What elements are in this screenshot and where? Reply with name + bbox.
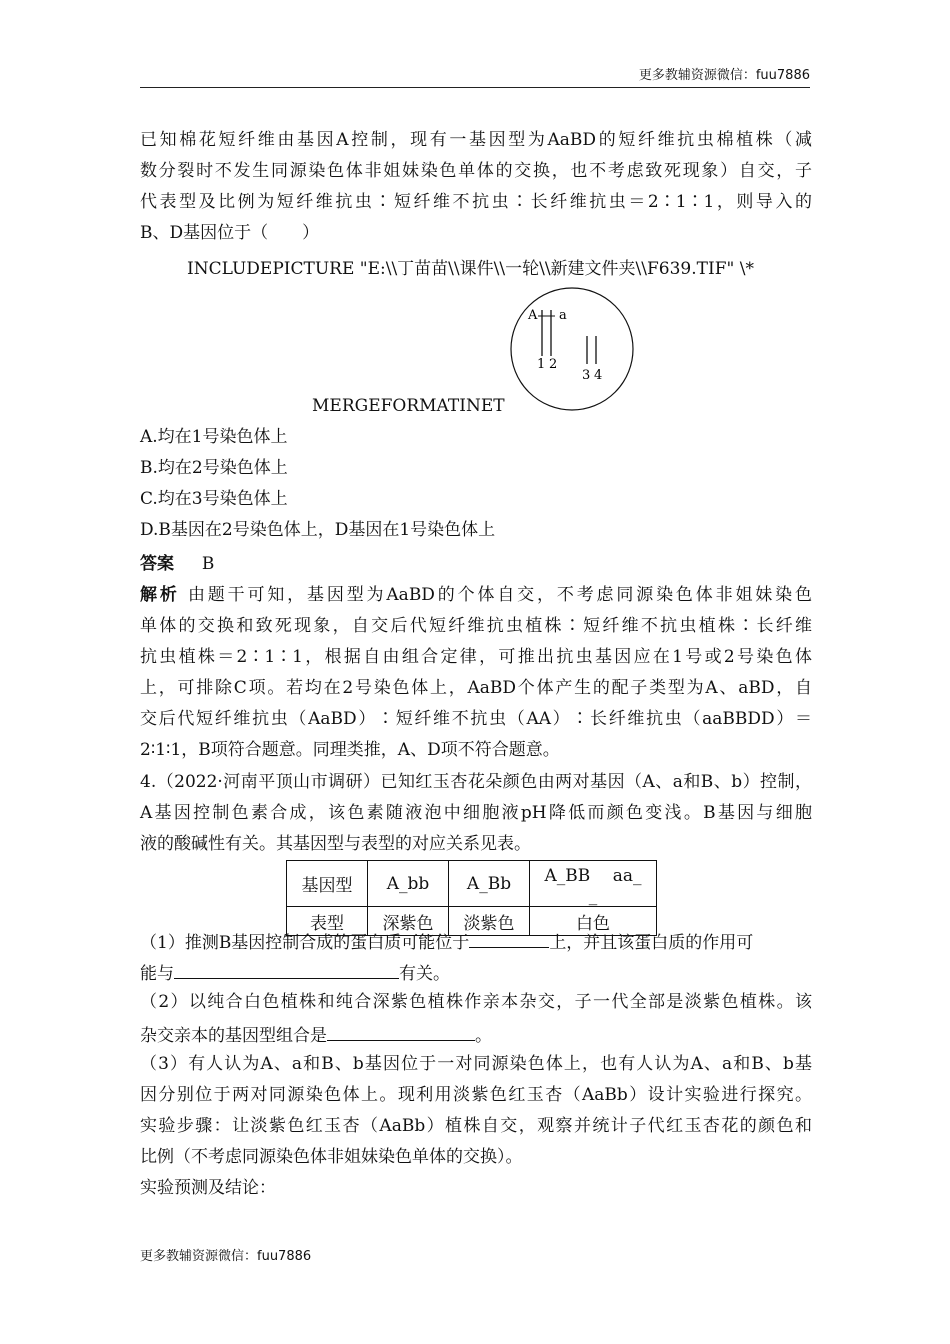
page-header: [140, 64, 810, 88]
table-cell: 淡紫色: [449, 907, 530, 936]
table-cell: A_bb: [368, 861, 449, 907]
intro-line: B、D基因位于（ ）: [140, 223, 320, 243]
chromosome-label-3: 3: [582, 368, 591, 383]
answer-value: B: [201, 554, 215, 574]
analysis-first: 由题干可知，基因型为AaBD的个体自交，不考虑同源染色体非姐妹染色: [187, 585, 812, 605]
intro-line: 数分裂时不发生同源染色体非姐妹染色单体的交换，也不考虑致死现象）自交，子: [140, 161, 812, 181]
q4-line: 液的酸碱性有关。其基因型与表型的对应关系见表。: [140, 834, 531, 854]
table-cell: A_BB aa_ _: [530, 861, 657, 907]
genotype-phenotype-table: [286, 860, 657, 936]
q4-line: 4.（2022·河南平顶山市调研）已知红玉杏花朵颜色由两对基因（A、a和B、b）控制，: [140, 772, 812, 792]
option-b: B.均在2号染色体上: [140, 458, 288, 478]
subq-3-line: （3）有人认为A、a和B、b基因位于一对同源染色体上，也有人认为A、a和B、b基: [140, 1054, 812, 1074]
chromosome-label-1: 1: [537, 357, 546, 372]
intro-line: 代表型及比例为短纤维抗虫∶短纤维不抗虫∶长纤维抗虫＝2∶1∶1，则导入的: [140, 192, 812, 212]
subq-text: 。: [475, 1026, 492, 1046]
intro-line: 已知棉花短纤维由基因A控制，现有一基因型为AaBD的短纤维抗虫棉植株（减: [140, 130, 812, 150]
subq-text: 杂交亲本的基因型组合是: [140, 1026, 327, 1046]
table-cell: A_Bb: [449, 861, 530, 907]
page-footer: 更多教辅资源微信：fuu7886: [140, 1249, 312, 1264]
analysis-line: 单体的交换和致死现象，自交后代短纤维抗虫植株∶短纤维不抗虫植株∶长纤维: [140, 616, 812, 636]
subq-text: 上，并且该蛋白质的作用可: [549, 933, 754, 953]
field-code-includepicture: INCLUDEPICTURE "E:\\丁苗苗\\课件\\一轮\\新建文件夹\\F639.TIF" \*: [187, 259, 754, 279]
table-cell: 白色: [530, 907, 657, 936]
option-a: A.均在1号染色体上: [140, 427, 288, 447]
analysis-line: [140, 585, 812, 605]
analysis-label: 解析: [140, 585, 180, 605]
subq-3-line: 因分别位于两对同源染色体上。现利用淡紫色红玉杏（AaBb）设计实验进行探究。: [140, 1085, 812, 1105]
answer-line: [140, 554, 812, 574]
subq-text: （1）推测B基因控制合成的蛋白质可能位于: [140, 933, 470, 953]
answer-blank[interactable]: [327, 1023, 475, 1041]
option-d: D.B基因在2号染色体上，D基因在1号染色体上: [140, 520, 496, 540]
table-cell: 深紫色: [368, 907, 449, 936]
analysis-line: 交后代短纤维抗虫（AaBD）∶短纤维不抗虫（AA）∶长纤维抗虫（aaBBDD）＝: [140, 709, 812, 729]
cell-outline: [511, 288, 633, 410]
subq-text: 能与: [140, 964, 174, 984]
field-code-mergeformat: MERGEFORMATINET: [312, 396, 505, 416]
subq-1-line: [140, 961, 812, 984]
answer-label: 答案: [140, 554, 174, 574]
analysis-line: 上，可排除C项。若均在2号染色体上，AaBD个体产生的配子类型为A、aBD，自: [140, 678, 812, 698]
gene-label-A: A: [528, 308, 538, 323]
table-cell: 表型: [287, 907, 368, 936]
subq-2-line: （2）以纯合白色植株和纯合深紫色植株作亲本杂交，子一代全部是淡紫色植株。该: [140, 992, 812, 1012]
experiment-step-line: 比例（不考虑同源染色体非姐妹染色单体的交换）。: [140, 1147, 523, 1167]
table-cell: 基因型: [287, 861, 368, 907]
experiment-step-line: 实验步骤：让淡紫色红玉杏（AaBb）植株自交，观察并统计子代红玉杏花的颜色和: [140, 1116, 812, 1136]
subq-1-line: [140, 930, 812, 953]
gene-label-a: a: [559, 308, 567, 323]
answer-blank[interactable]: [469, 930, 549, 948]
q4-line: A基因控制色素合成，该色素随液泡中细胞液pH降低而颜色变浅。B基因与细胞: [140, 803, 812, 823]
subq-text: 有关。: [399, 964, 450, 984]
chromosome-cell-diagram: [509, 286, 635, 412]
answer-blank[interactable]: [174, 961, 399, 979]
header-text: 更多教辅资源微信：fuu7886: [638, 68, 810, 83]
table-row: [287, 861, 657, 907]
prediction-label: 实验预测及结论：: [140, 1178, 276, 1198]
option-c: C.均在3号染色体上: [140, 489, 288, 509]
analysis-line: 2∶1∶1，B项符合题意。同理类推，A、D项不符合题意。: [140, 740, 560, 760]
subq-2-line: [140, 1023, 812, 1046]
chromosome-label-4: 4: [594, 368, 603, 383]
chromosome-label-2: 2: [549, 357, 558, 372]
analysis-line: 抗虫植株＝2∶1∶1，根据自由组合定律，可推出抗虫基因应在1号或2号染色体: [140, 647, 812, 667]
